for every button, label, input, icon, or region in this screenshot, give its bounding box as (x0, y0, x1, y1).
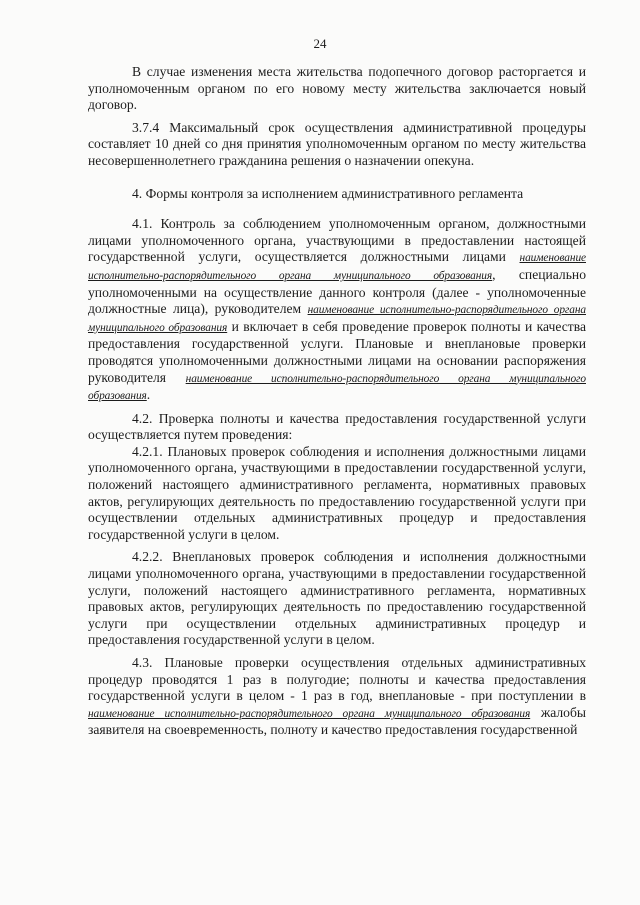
paragraph-text: 4.2.1. Плановых проверок соблюдения и исполнения должностными лицами уполномоченного органа, участвующими в предоставлении государственной услуги, положений настоящего административного регламента, нормативных правовых актов, регулирующих деятельность по предоставлению государственной услуги при осуществлении отдельных административных процедур и предоставления государственной услуги в целом. (88, 443, 586, 542)
placeholder-authority-name: наименование исполнительно-распорядительного органа муниципального образования (88, 304, 586, 334)
paragraph-change-residence (88, 64, 586, 114)
paragraph-text: и включает в себя проведение проверок полноты и качества предоставления государственной услуги. Плановые и внеплановые проверки проводятся уполномоченными должностными лицами на основании распоряжения руководителя (88, 318, 586, 385)
section-paragraphs (88, 216, 586, 739)
paragraph-text: 4.1. Контроль за соблюдением уполномоченным органом, должностными лицами уполномоченного органа, участвующими в предоставлении настоящей государственной услуги, осуществляется должностными лицами (88, 216, 586, 265)
paragraph-4-1 (88, 216, 586, 405)
paragraph-text: 4.3. Плановые проверки осуществления отдельных административных процедур проводятся 1 раз в полугодие; полноты и качества предоставления государственной услуги в целом - 1 раз в год, внеплановые - при поступлении в (88, 655, 586, 704)
paragraph-text: 3.7.4 Максимальный срок осуществления административной процедуры составляет 10 дней со дня принятия уполномоченным органом по месту жительства несовершеннолетнего гражданина решения о назначении опекуна. (88, 119, 586, 168)
paragraph-text: В случае изменения места жительства подопечного договор расторгается и уполномоченным органом по его новому месту жительства заключается новый договор. (88, 64, 586, 113)
paragraph-4-2 (88, 411, 586, 444)
paragraph-4-2-2 (88, 549, 586, 649)
paragraph-4-2-1 (88, 444, 586, 544)
paragraph-3-7-4 (88, 120, 586, 170)
paragraph-text: жалобы заявителя на своевременность, полноту и качество предоставления государственной (88, 704, 586, 738)
section-heading: 4. Формы контроля за исполнением административного регламента (132, 185, 524, 201)
top-paragraphs (88, 64, 586, 170)
paragraph-text: 4.2.2. Внеплановых проверок соблюдения и исполнения должностными лицами уполномоченного органа, участвующими в предоставлении государственной услуги, положений настоящего административного регламента, нормативных правовых актов, регулирующих деятельность по предоставлению государственной услуги при осуществлении отдельных административных процедур и предоставления государственной услуги в целом. (88, 549, 586, 648)
page-number: 24 (313, 36, 327, 51)
paragraph-text: . (146, 387, 151, 403)
paragraph-text: 4.2. Проверка полноты и качества предоставления государственной услуги осуществляется путем проведения: (88, 410, 586, 443)
placeholder-authority-name: наименование исполнительно-распорядительного органа муниципального образования (88, 372, 586, 403)
placeholder-authority-name: наименование исполнительно-распорядительного органа муниципального образования (88, 252, 586, 282)
paragraph-text: , специально уполномоченными на осуществление данного контроля (далее - уполномоченные должностные лица), руководителем (88, 266, 586, 317)
paragraph-4-3 (88, 655, 586, 739)
placeholder-authority-name: наименование исполнительно-распорядительного органа муниципального образования (88, 707, 531, 720)
document-body (88, 64, 586, 745)
